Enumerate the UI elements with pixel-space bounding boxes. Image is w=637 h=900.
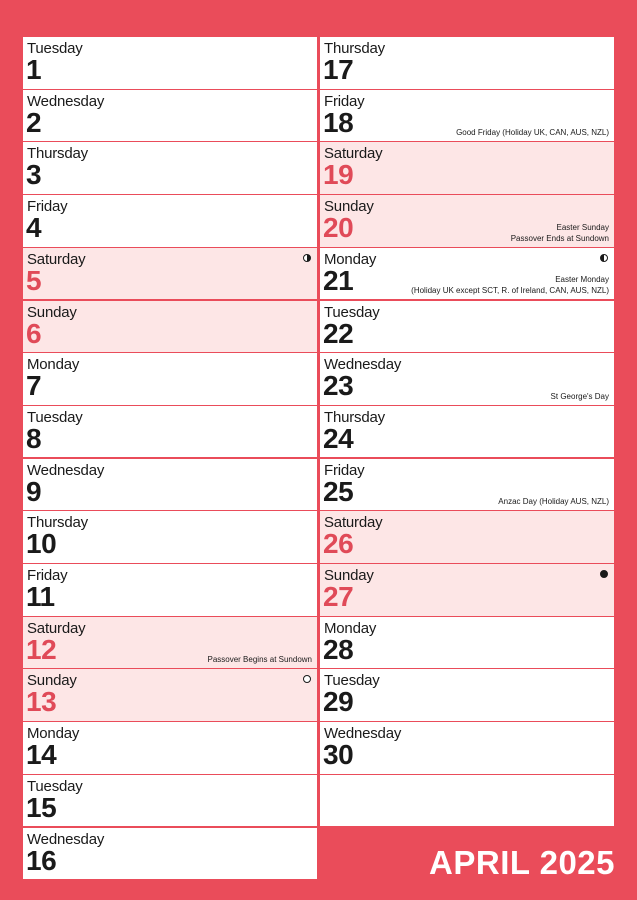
day-name: Tuesday (27, 777, 83, 795)
day-name: Saturday (27, 250, 86, 268)
holiday-note: Easter Sunday (556, 222, 609, 232)
day-cell (23, 511, 317, 563)
day-name: Friday (324, 461, 365, 479)
day-name: Thursday (27, 145, 88, 163)
day-name: Thursday (324, 408, 385, 426)
day-number: 6 (26, 317, 42, 349)
day-number: 24 (323, 422, 354, 454)
day-name: Sunday (324, 198, 374, 216)
day-cell (23, 353, 317, 405)
holiday-note: Anzac Day (Holiday AUS, NZL) (498, 497, 609, 507)
day-number: 3 (26, 159, 42, 191)
day-number: 9 (26, 475, 42, 507)
day-number: 15 (26, 791, 57, 823)
day-cell (23, 459, 317, 511)
day-cell (320, 511, 614, 563)
day-name: Saturday (324, 514, 383, 532)
day-number: 5 (26, 264, 42, 296)
last-quarter-moon-icon (600, 254, 608, 262)
day-name: Wednesday (27, 92, 105, 110)
day-number: 8 (26, 422, 42, 454)
day-cell (23, 406, 317, 458)
day-name: Monday (324, 250, 377, 268)
day-number: 21 (323, 264, 354, 296)
day-cell (23, 828, 317, 880)
day-cell (23, 669, 317, 721)
day-cell (23, 564, 317, 616)
day-name: Friday (27, 198, 68, 216)
day-name: Tuesday (324, 303, 380, 321)
day-cell (23, 195, 317, 247)
day-cell (23, 301, 317, 353)
day-cell (23, 90, 317, 142)
day-cell (320, 722, 614, 774)
holiday-note: (Holiday UK except SCT, R. of Ireland, CAN, AUS, NZL) (411, 286, 609, 296)
day-number: 17 (323, 54, 354, 85)
day-number: 20 (323, 212, 354, 244)
day-number: 19 (323, 159, 354, 191)
day-cell (23, 617, 317, 669)
day-number: 7 (26, 370, 42, 402)
day-cell (320, 564, 614, 616)
day-cell (23, 142, 317, 194)
day-number: 27 (323, 581, 354, 612)
day-cell (320, 617, 614, 669)
month-title: APRIL 2025 (429, 844, 615, 881)
day-number: 2 (26, 106, 42, 138)
day-name: Tuesday (27, 40, 83, 57)
day-cell (320, 353, 614, 405)
holiday-note: Good Friday (Holiday UK, CAN, AUS, NZL) (456, 128, 609, 138)
day-number: 28 (323, 633, 354, 665)
day-number: 10 (26, 528, 57, 560)
first-quarter-moon-icon (303, 254, 311, 262)
day-name: Monday (27, 725, 80, 743)
day-number: 1 (26, 54, 42, 85)
day-name: Tuesday (27, 408, 83, 426)
day-number: 12 (26, 633, 57, 665)
day-number: 14 (26, 739, 57, 771)
day-cell (23, 37, 317, 89)
day-name: Thursday (27, 514, 88, 532)
day-cell (320, 669, 614, 721)
holiday-note: Passover Begins at Sundown (207, 655, 312, 665)
day-name: Sunday (27, 672, 77, 690)
day-cell (23, 775, 317, 827)
day-number: 30 (323, 739, 354, 771)
empty-cell (320, 775, 614, 827)
day-name: Sunday (324, 567, 374, 584)
day-cell (320, 37, 614, 89)
day-number: 13 (26, 686, 57, 718)
day-name: Friday (324, 92, 365, 110)
day-number: 16 (26, 844, 57, 876)
full-moon-icon (303, 675, 311, 683)
day-name: Wednesday (27, 830, 105, 848)
day-name: Wednesday (27, 461, 105, 479)
day-name: Saturday (324, 145, 383, 163)
day-number: 11 (26, 581, 55, 612)
day-number: 25 (323, 475, 354, 507)
day-number: 18 (323, 106, 354, 138)
day-name: Sunday (27, 303, 77, 321)
day-name: Tuesday (324, 672, 380, 690)
day-cell (23, 248, 317, 300)
day-name: Saturday (27, 619, 86, 637)
day-cell (320, 142, 614, 194)
day-name: Wednesday (324, 356, 402, 374)
day-number: 23 (323, 370, 354, 402)
day-cell (23, 722, 317, 774)
day-name: Thursday (324, 40, 385, 57)
day-name: Monday (27, 356, 80, 374)
day-cell (320, 459, 614, 511)
day-number: 29 (323, 686, 354, 718)
day-cell (320, 406, 614, 458)
new-moon-icon (600, 570, 608, 578)
day-cell (320, 301, 614, 353)
day-name: Friday (27, 567, 68, 584)
day-cell (320, 248, 614, 300)
holiday-note: St George's Day (550, 391, 609, 401)
day-name: Monday (324, 619, 377, 637)
day-number: 22 (323, 317, 354, 349)
day-number: 4 (26, 212, 42, 244)
day-cell (320, 195, 614, 247)
holiday-note: Passover Ends at Sundown (510, 233, 609, 243)
day-name: Wednesday (324, 725, 402, 743)
holiday-note: Easter Monday (555, 275, 609, 285)
day-cell (320, 90, 614, 142)
day-number: 26 (323, 528, 354, 560)
